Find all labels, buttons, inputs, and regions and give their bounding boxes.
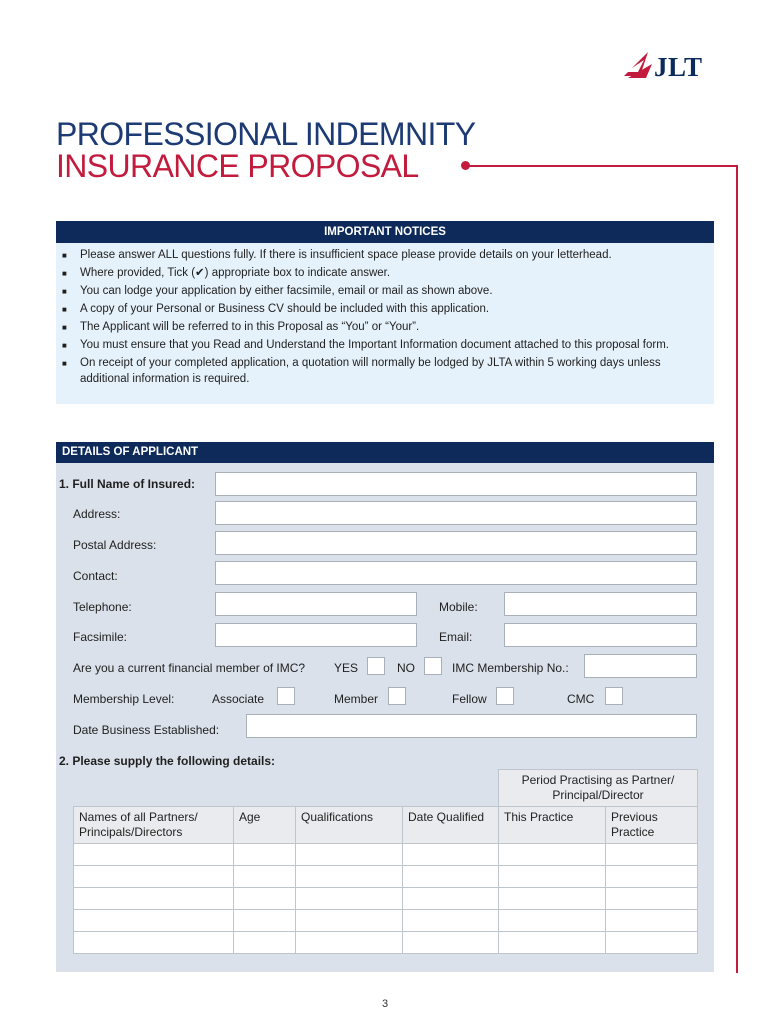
column-header: Previous Practice: [606, 807, 698, 844]
member-question-label: Are you a current financial member of IMC?: [73, 661, 306, 675]
mobile-field[interactable]: [504, 592, 697, 616]
jlt-sail-icon: [622, 50, 654, 80]
notice-item: ■ You must ensure that you Read and Understand the Important Information document attached to this proposal form.: [62, 339, 669, 351]
notice-item: ■ Please answer ALL questions fully. If there is insufficient space please provide details on your letterhead.: [62, 249, 612, 261]
title-line-1: PROFESSIONAL INDEMNITY: [56, 116, 476, 152]
period-header: Period Practising as Partner/ Principal/Director: [499, 770, 698, 807]
associate-label: Associate: [212, 692, 265, 706]
table-cell[interactable]: [234, 910, 296, 932]
contact-field[interactable]: [215, 561, 697, 585]
address-field[interactable]: [215, 501, 697, 525]
notices-list: [56, 248, 706, 390]
table-row: [74, 866, 698, 888]
date-established-field[interactable]: [246, 714, 697, 738]
table-cell[interactable]: [74, 844, 234, 866]
table-cell[interactable]: [296, 888, 403, 910]
table-cell[interactable]: [234, 844, 296, 866]
facsimile-label: Facsimile:: [73, 630, 128, 644]
partners-table: [73, 769, 698, 954]
associate-checkbox[interactable]: [277, 687, 295, 705]
membership-level-label: Membership Level:: [73, 692, 175, 706]
table-cell[interactable]: [403, 888, 499, 910]
table-cell: [74, 770, 499, 807]
email-field[interactable]: [504, 623, 697, 647]
telephone-label: Telephone:: [73, 600, 132, 614]
table-cell[interactable]: [499, 910, 606, 932]
details-heading: DETAILS OF APPLICANT: [56, 442, 714, 463]
notices-heading: IMPORTANT NOTICES: [56, 221, 714, 243]
fellow-label: Fellow: [452, 692, 487, 706]
column-header: Date Qualified: [403, 807, 499, 844]
table-cell[interactable]: [606, 932, 698, 954]
column-header: Age: [234, 807, 296, 844]
table-row: [74, 932, 698, 954]
member-checkbox[interactable]: [388, 687, 406, 705]
notice-item: ■ On receipt of your completed application, a quotation will normally be lodged by JLTA within 5 working days unless additional information is required.: [62, 357, 661, 385]
table-cell[interactable]: [296, 932, 403, 954]
column-header: Qualifications: [296, 807, 403, 844]
contact-label: Contact:: [73, 569, 118, 583]
table-cell[interactable]: [499, 866, 606, 888]
table-cell[interactable]: [403, 844, 499, 866]
title-dot: [461, 161, 470, 170]
title-rule: [466, 165, 738, 167]
yes-checkbox[interactable]: [367, 657, 385, 675]
table-cell[interactable]: [74, 932, 234, 954]
table-cell[interactable]: [234, 888, 296, 910]
imc-number-field[interactable]: [584, 654, 697, 678]
table-cell[interactable]: [74, 866, 234, 888]
address-label: Address:: [73, 507, 121, 521]
page-number: 3: [381, 998, 389, 1010]
fellow-checkbox[interactable]: [496, 687, 514, 705]
date-established-label: Date Business Established:: [73, 723, 220, 737]
member-label: Member: [334, 692, 379, 706]
facsimile-field[interactable]: [215, 623, 417, 647]
table-header-row: [74, 770, 698, 807]
partners-heading: 2. Please supply the following details:: [59, 754, 276, 768]
column-header: Names of all Partners/ Principals/Directors: [74, 807, 234, 844]
postal-address-field[interactable]: [215, 531, 697, 555]
email-label: Email:: [439, 630, 473, 644]
mobile-label: Mobile:: [439, 600, 478, 614]
table-cell[interactable]: [499, 888, 606, 910]
table-row: [74, 844, 698, 866]
table-cell[interactable]: [606, 866, 698, 888]
full-name-label: 1. Full Name of Insured:: [59, 477, 196, 491]
table-cell[interactable]: [74, 888, 234, 910]
title-line-2: INSURANCE PROPOSAL: [56, 148, 419, 184]
notice-item: ■ A copy of your Personal or Business CV should be included with this application.: [62, 303, 490, 315]
full-name-field[interactable]: [215, 472, 697, 496]
cmc-checkbox[interactable]: [605, 687, 623, 705]
table-cell[interactable]: [499, 844, 606, 866]
jlt-logo: [622, 50, 722, 86]
table-cell[interactable]: [403, 910, 499, 932]
table-cell[interactable]: [74, 910, 234, 932]
table-cell[interactable]: [606, 888, 698, 910]
table-cell[interactable]: [499, 932, 606, 954]
table-cell[interactable]: [234, 866, 296, 888]
table-cell[interactable]: [296, 910, 403, 932]
telephone-field[interactable]: [215, 592, 417, 616]
postal-address-label: Postal Address:: [73, 538, 157, 552]
logo-text: JLT: [654, 52, 703, 82]
table-cell[interactable]: [606, 910, 698, 932]
notices-box: [56, 243, 714, 404]
table-row: [74, 888, 698, 910]
notice-item: ■ The Applicant will be referred to in this Proposal as “You” or “Your”.: [62, 321, 420, 333]
cmc-label: CMC: [567, 692, 595, 706]
no-checkbox[interactable]: [424, 657, 442, 675]
side-rule: [736, 165, 738, 973]
table-cell[interactable]: [606, 844, 698, 866]
table-cell[interactable]: [403, 866, 499, 888]
table-cell[interactable]: [234, 932, 296, 954]
notice-item: ■ You can lodge your application by either facsimile, email or mail as shown above.: [62, 285, 493, 297]
table-cell[interactable]: [403, 932, 499, 954]
column-header: This Practice: [499, 807, 606, 844]
table-cell[interactable]: [296, 844, 403, 866]
imc-number-label: IMC Membership No.:: [452, 661, 569, 675]
no-label: NO: [397, 661, 415, 675]
yes-label: YES: [334, 661, 359, 675]
table-header-row: [74, 807, 698, 844]
table-row: [74, 910, 698, 932]
notice-item: ■ Where provided, Tick (✔) appropriate box to indicate answer.: [62, 267, 391, 279]
table-cell[interactable]: [296, 866, 403, 888]
